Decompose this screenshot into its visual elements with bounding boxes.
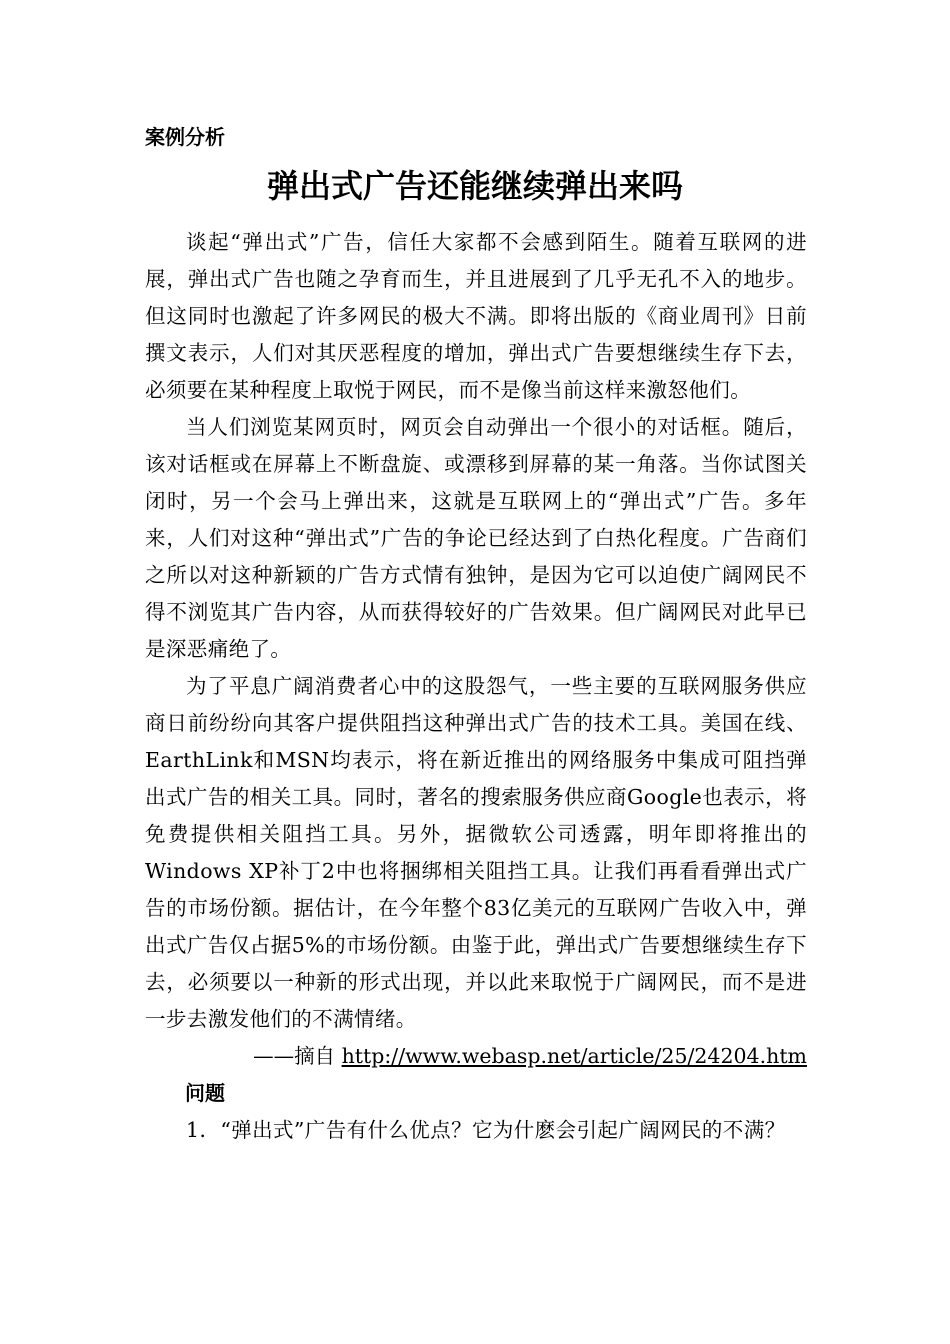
source-citation [145, 1038, 807, 1075]
article-body [145, 224, 807, 1149]
source-prefix: ——摘自 [253, 1044, 342, 1068]
question-item: 1．“弹出式”广告有什么优点？它为什麽会引起广阔网民的不满？ [186, 1118, 786, 1142]
questions-heading: 问题 [185, 1081, 225, 1105]
article-title: 弹出式广告还能继续弹出来吗 [266, 167, 683, 205]
paragraph-3: 为了平息广阔消费者心中的这股怨气，一些主要的互联网服务供应商日前纷纷向其客户提供阻挡这种弹出式广告的技术工具。美国在线、EarthLink和MSN均表示，将在新近推出的网络服务中集成可阻挡弹出式广告的相关工具。同时，著名的搜索服务供应商Google也表示，将免费提供相关阻挡工具。另外，据微软公司透露，明年即将推出的Windows XP补丁2中也将捆绑相关阻挡工具。让我们再看看弹出式广告的市场份额。据估计，在今年整个83亿美元的互联网广告收入中，弹出式广告仅占据5%的市场份额。由鉴于此，弹出式广告要想继续生存下去，必须要以一种新的形式出现，并以此来取悦于广阔网民，而不是进一步去激发他们的不满情绪。 [145, 674, 807, 1031]
paragraph-1: 谈起“弹出式”广告，信任大家都不会感到陌生。随着互联网的进展，弹出式广告也随之孕育而生，并且进展到了几乎无孔不入的地步。但这同时也激起了许多网民的极大不满。即将出版的《商业周刊》日前撰文表示，人们对其厌恶程度的增加，弹出式广告要想继续生存下去，必须要在某种程度上取悦于网民，而不是像当前这样来激怒他们。 [145, 230, 807, 402]
source-link[interactable]: http://www.webasp.net/article/25/24204.htm [341, 1044, 807, 1068]
paragraph-2: 当人们浏览某网页时，网页会自动弹出一个很小的对话框。随后，该对话框或在屏幕上不断盘旋、或漂移到屏幕的某一角落。当你试图关闭时，另一个会马上弹出来，这就是互联网上的“弹出式”广告。多年来，人们对这种“弹出式”广告的争论已经达到了白热化程度。广告商们之所以对这种新颖的广告方式情有独钟，是因为它可以迫使广阔网民不得不浏览其广告内容，从而获得较好的广告效果。但广阔网民对此早已是深恶痛绝了。 [145, 415, 807, 661]
case-label: 案例分析 [145, 125, 225, 149]
